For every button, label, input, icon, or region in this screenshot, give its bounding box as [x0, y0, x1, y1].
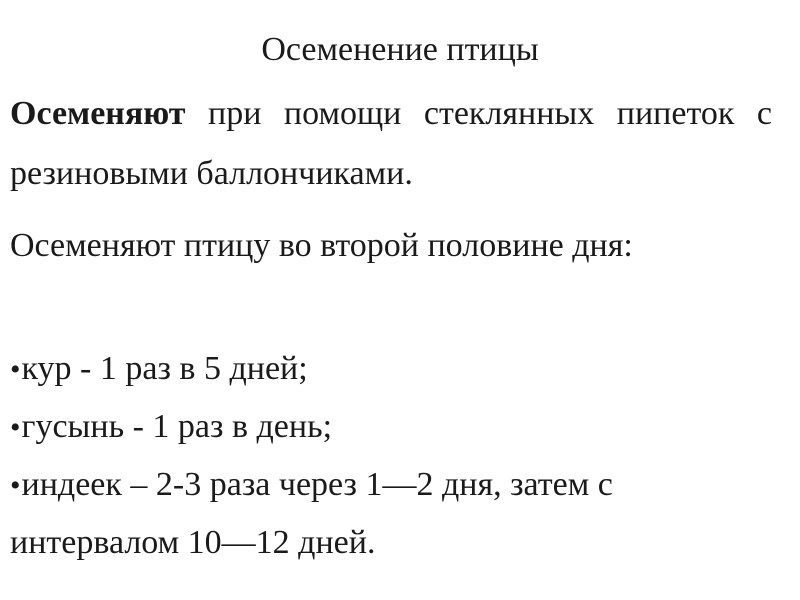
- bullet-icon: •: [10, 353, 21, 386]
- paragraph-bold-lead: Осеменяют: [10, 95, 186, 132]
- bullet-text: гусынь - 1 раз в день;: [21, 408, 333, 445]
- bullet-text: индеек – 2-3 раза через 1—2 дня, затем с интервалом 10—12 дней.: [10, 466, 613, 561]
- bullet-icon: •: [10, 469, 21, 502]
- paragraph-timing: Осеменяют птицу во второй половине дня:: [10, 227, 633, 264]
- bullet-item-geese: [10, 398, 780, 456]
- bullet-list: [10, 340, 780, 571]
- bullet-icon: •: [10, 411, 21, 444]
- bullet-item-turkeys: [10, 456, 780, 571]
- bullet-item-chickens: [10, 340, 780, 398]
- paragraph-pipettes: [10, 84, 772, 204]
- slide-title: Осеменение птицы: [261, 31, 539, 68]
- bullet-text: кур - 1 раз в 5 дней;: [21, 350, 308, 387]
- paragraph-rest: при помощи стеклянных пипеток с резиновыми баллончиками.: [10, 95, 772, 192]
